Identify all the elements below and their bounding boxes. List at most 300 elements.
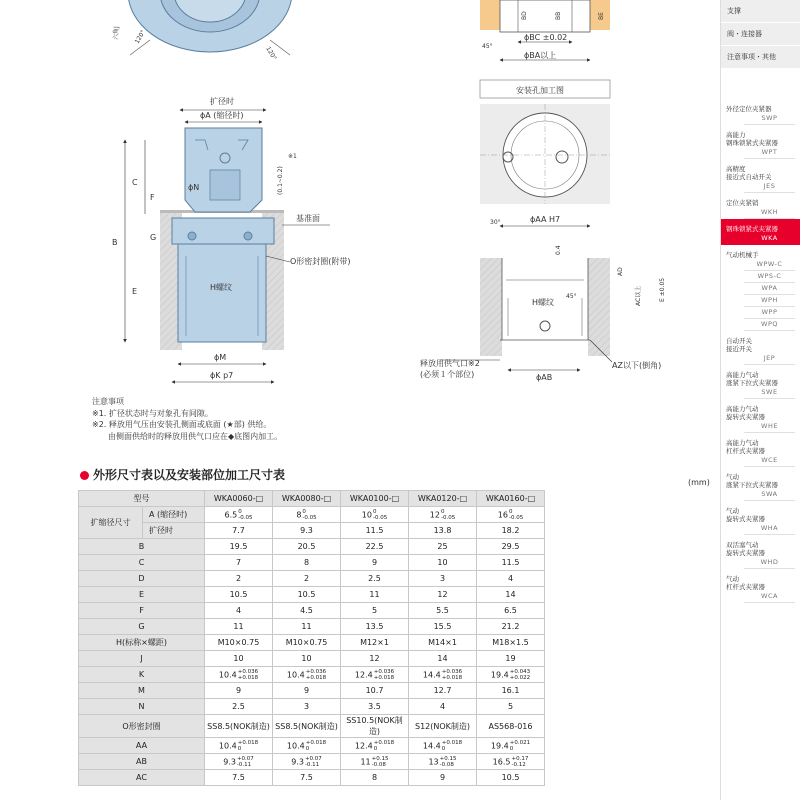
tolerance-upper: +0.018 <box>237 739 259 746</box>
cell-value: 3 <box>303 702 310 711</box>
sidebar-group[interactable] <box>721 331 800 365</box>
tolerance-upper: +0.036 <box>237 668 259 675</box>
table-cell <box>477 507 545 523</box>
table-cell <box>341 603 409 619</box>
note-item: ※1. 扩径状态时与对象孔有间隙。 <box>92 408 213 418</box>
ad-label: AD <box>617 267 624 276</box>
table-cell: 7.7 <box>205 523 273 539</box>
table-cell <box>273 571 341 587</box>
cell-value: 21.2 <box>501 622 520 631</box>
sidebar-code[interactable]: WPP <box>744 307 795 319</box>
mounting-hole-drawing <box>420 80 666 382</box>
sidebar-code[interactable]: WPT <box>744 147 795 159</box>
top-view <box>112 0 292 62</box>
cell-value: 9 <box>371 558 378 567</box>
table-cell <box>341 683 409 699</box>
tolerance-upper: +0.018 <box>441 739 463 746</box>
cell-value: M14×1 <box>428 638 457 647</box>
e005-label: E ±0.05 <box>659 277 666 302</box>
gap-label: (0.1~0.2) <box>277 166 284 195</box>
sidebar-group[interactable] <box>721 467 800 501</box>
sidebar-category: 接近开关 <box>726 345 752 353</box>
sub-label: A (缩径时) <box>143 507 205 523</box>
table-cell <box>477 587 545 603</box>
row-label: D <box>79 571 205 587</box>
table-cell <box>477 571 545 587</box>
angle45b-label: 45° <box>566 293 577 300</box>
angle30-label: 30° <box>490 219 501 226</box>
cell-value: 6.5 <box>504 606 517 615</box>
note-item: ※2. 释放用气压由安装孔侧面或底面 (★部) 供给。 <box>92 420 272 429</box>
mount-thread-label: H螺纹 <box>532 298 555 307</box>
cell-value: 2.5 <box>232 702 245 711</box>
tolerance-upper: +0.036 <box>305 668 327 675</box>
table-row <box>79 539 545 555</box>
phi-n-label: ϕN <box>188 183 200 192</box>
cell-value: 10.4 <box>218 670 237 679</box>
sidebar-top-item[interactable]: 支撑 <box>721 0 800 23</box>
sidebar-category: 钢珠锁紧式夹紧器 <box>726 139 778 147</box>
tolerance-lower: -0.11 <box>236 761 252 768</box>
tolerance-lower: -0.05 <box>440 514 456 521</box>
thread-label: H螺纹 <box>210 283 233 292</box>
row-label: C <box>79 555 205 571</box>
table-cell <box>273 683 341 699</box>
sidebar-group[interactable] <box>721 219 800 245</box>
cell-value: AS568-016 <box>488 721 533 731</box>
tolerance-upper: +0.17 <box>511 755 529 762</box>
table-cell <box>341 635 409 651</box>
tolerance <box>373 509 387 521</box>
row-label: N <box>79 699 205 715</box>
cell-value: 10 <box>301 654 312 663</box>
d04-label: 0.4 <box>555 245 562 255</box>
row-label: E <box>79 587 205 603</box>
table-cell <box>409 635 477 651</box>
cell-value: 5 <box>371 606 378 615</box>
ab-label: ϕAB <box>536 373 553 382</box>
sidebar-category: 高能力气动 <box>726 439 759 447</box>
tolerance-lower: 0 <box>237 745 242 752</box>
table-cell <box>205 699 273 715</box>
cell-value: 6.5 <box>224 510 238 519</box>
c-label: C <box>132 178 138 187</box>
tolerance-lower: 0 <box>509 745 514 752</box>
table-row <box>79 738 545 754</box>
table-row <box>79 754 545 770</box>
sidebar-category: 旋转式夹紧器 <box>726 515 765 523</box>
sidebar-code[interactable]: JEP <box>744 353 795 365</box>
table-cell <box>205 555 273 571</box>
cell-value: 8 <box>303 558 310 567</box>
cell-value: M18×1.5 <box>492 638 529 647</box>
table-cell <box>477 619 545 635</box>
table-row <box>79 715 545 738</box>
table-cell <box>477 603 545 619</box>
header-col: WKA0100-□ <box>341 491 409 507</box>
cell-value: SS8.5(NOK制造) <box>275 721 338 731</box>
tolerance-upper: +0.15 <box>371 755 389 762</box>
sidebar-category: 气动机械手 <box>726 251 759 259</box>
table-row <box>79 571 545 587</box>
table-cell <box>409 754 477 770</box>
bullet-icon <box>80 471 89 480</box>
phi-a-label: ϕA (缩径时) <box>200 111 244 120</box>
tolerance-lower: 0 <box>373 745 378 752</box>
cell-value: 9 <box>235 686 242 695</box>
table-row <box>79 619 545 635</box>
tolerance-lower: +0.018 <box>305 674 327 681</box>
tolerance <box>511 756 528 768</box>
az-label: AZ以下(倒角) <box>612 361 662 370</box>
table-cell <box>341 738 409 754</box>
sidebar-category: 外径定位夹紧器 <box>726 105 772 113</box>
table-cell <box>409 587 477 603</box>
cell-value: 7.5 <box>300 773 313 782</box>
sidebar-code[interactable]: JES <box>744 181 795 193</box>
table-row <box>79 651 545 667</box>
table-cell <box>477 635 545 651</box>
sidebar-code[interactable]: WCA <box>744 591 795 603</box>
cell-value: 19 <box>505 654 516 663</box>
table-cell <box>409 683 477 699</box>
sidebar-category: 旋转式夹紧器 <box>726 413 765 421</box>
cell-value: 10.4 <box>286 670 305 679</box>
sidebar-top-item[interactable]: 阀・连接器 <box>721 23 800 46</box>
sidebar-group[interactable] <box>721 159 800 193</box>
tolerance-upper: +0.15 <box>439 755 457 762</box>
notes-title: 注意事项 <box>92 397 124 406</box>
bc-label: ϕBC ±0.02 <box>524 33 568 42</box>
ac-label: AC以上 <box>635 285 642 306</box>
cell-value: 11 <box>233 622 244 631</box>
row-label: AC <box>79 770 205 786</box>
cell-value: 9 <box>303 686 310 695</box>
row-label: K <box>79 667 205 683</box>
table-cell <box>205 683 273 699</box>
cell-value: 4 <box>507 574 514 583</box>
tolerance-upper: 0 <box>302 508 306 515</box>
table-cell <box>409 738 477 754</box>
cell-value: 10.5 <box>229 590 248 599</box>
sidebar-group[interactable] <box>721 399 800 433</box>
cell-value: 3.5 <box>368 702 381 711</box>
table-cell <box>273 587 341 603</box>
tolerance <box>237 756 254 768</box>
table-cell <box>273 667 341 683</box>
tolerance-upper: 0 <box>508 508 513 515</box>
tolerance-lower: -0.11 <box>304 761 320 768</box>
tolerance-upper: +0.043 <box>509 668 531 675</box>
tolerance <box>302 509 316 521</box>
tolerance-lower: -0.05 <box>372 514 388 521</box>
cell-value: 10 <box>361 510 372 519</box>
cell-value: 2.5 <box>368 574 381 583</box>
sidebar-group[interactable] <box>721 245 800 331</box>
sidebar-group[interactable] <box>721 125 800 159</box>
sidebar-category: 涨紧下拉式夹紧器 <box>726 379 778 387</box>
sidebar-group[interactable] <box>721 365 800 399</box>
sidebar-code[interactable]: WPW-C <box>744 259 795 271</box>
row-label: G <box>79 619 205 635</box>
header-model: 型号 <box>79 491 205 507</box>
g-label: G <box>150 233 157 242</box>
sidebar-code[interactable]: SWA <box>744 489 795 501</box>
table-row <box>79 603 545 619</box>
cell-value: 11 <box>369 590 380 599</box>
sidebar-group[interactable] <box>721 569 800 603</box>
sidebar-category: 自动开关 <box>726 337 752 345</box>
sidebar-code[interactable]: WPH <box>744 295 795 307</box>
sidebar-code[interactable]: WPQ <box>744 319 795 331</box>
cell-value: 16.5 <box>492 757 511 766</box>
table-cell <box>477 651 545 667</box>
cell-value: 10.5 <box>297 590 316 599</box>
table-cell <box>205 619 273 635</box>
cell-value: 9.3 <box>223 757 236 766</box>
table-cell <box>477 715 545 738</box>
table-row <box>79 507 545 523</box>
sidebar-code[interactable]: WKA <box>744 233 795 245</box>
tolerance-upper: +0.018 <box>373 739 395 746</box>
sidebar-category: 高精度 <box>726 165 746 173</box>
tolerance-lower: 0 <box>441 745 446 752</box>
header-col: WKA0160-□ <box>477 491 545 507</box>
table-cell <box>273 770 341 786</box>
cell-value: 19.4 <box>490 741 509 750</box>
sidebar-category: 接近式自动开关 <box>726 173 772 181</box>
sidebar-category: 高能力 <box>726 131 746 139</box>
ba-label: ϕBA以上 <box>524 51 557 60</box>
table-cell <box>273 651 341 667</box>
tolerance-upper: 0 <box>440 508 445 515</box>
detail-view <box>480 0 610 60</box>
cell-value: 15.5 <box>433 622 452 631</box>
section-title: 外形尺寸表以及安装部位加工尺寸表 <box>80 466 285 483</box>
row-label: B <box>79 539 205 555</box>
sidebar-code[interactable]: WPA <box>744 283 795 295</box>
table-row <box>79 699 545 715</box>
tolerance-upper: +0.036 <box>441 668 463 675</box>
table-cell <box>409 715 477 738</box>
sidebar-group[interactable] <box>721 501 800 535</box>
table-cell <box>341 571 409 587</box>
cell-value: 5.5 <box>436 606 449 615</box>
sidebar-category: 高能力气动 <box>726 371 759 379</box>
tolerance <box>238 740 258 752</box>
angle45-label: 45° <box>482 43 493 50</box>
tolerance <box>440 756 457 768</box>
tolerance-upper: +0.036 <box>373 668 395 675</box>
hex-label: 六角J <box>113 26 120 40</box>
table-cell <box>205 603 273 619</box>
group-label: 扩缩径尺寸 <box>79 507 143 539</box>
sidebar-group[interactable] <box>721 99 800 125</box>
cell-value: 9.3 <box>291 757 304 766</box>
table-cell <box>341 754 409 770</box>
table-cell <box>409 507 477 523</box>
table-cell <box>341 770 409 786</box>
phi-m-label: ϕM <box>214 353 227 362</box>
table-cell <box>341 667 409 683</box>
tolerance <box>238 669 258 681</box>
cell-value: 14.4 <box>422 670 441 679</box>
table-row <box>79 587 545 603</box>
row-label: AB <box>79 754 205 770</box>
note1-label: ※1 <box>288 153 297 160</box>
tolerance <box>442 669 462 681</box>
table-cell <box>341 651 409 667</box>
cell-value: 16 <box>497 510 508 519</box>
table-cell <box>205 507 273 523</box>
tolerance <box>374 740 394 752</box>
cell-value: 10.7 <box>365 686 384 695</box>
cell-value: 14 <box>437 654 448 663</box>
header-col: WKA0060-□ <box>205 491 273 507</box>
table-cell: 18.2 <box>477 523 545 539</box>
cell-value: 11 <box>301 622 312 631</box>
mount-title: 安装孔加工图 <box>516 86 564 95</box>
table-cell <box>273 699 341 715</box>
tolerance <box>306 669 326 681</box>
row-label: M <box>79 683 205 699</box>
table-cell <box>205 715 273 738</box>
sidebar-code[interactable]: WHE <box>744 421 795 433</box>
sidebar-group[interactable] <box>721 193 800 219</box>
table-cell <box>273 754 341 770</box>
sidebar-category: 气动 <box>726 507 739 515</box>
cell-value: 10.5 <box>501 773 520 782</box>
sidebar-category: 气动 <box>726 575 739 583</box>
dimension-table <box>78 490 545 786</box>
table-cell <box>409 539 477 555</box>
cell-value: 5 <box>507 702 514 711</box>
table-cell <box>273 715 341 738</box>
cell-value: 14 <box>505 590 516 599</box>
svg-text:120°: 120° <box>264 45 278 62</box>
table-cell <box>205 587 273 603</box>
table-cell: 13.8 <box>409 523 477 539</box>
table-cell: 9.3 <box>273 523 341 539</box>
table-cell <box>341 715 409 738</box>
table-cell <box>409 555 477 571</box>
tolerance-upper: 0 <box>238 508 242 515</box>
table-cell <box>477 667 545 683</box>
row-label: O形密封圈 <box>79 715 205 738</box>
tolerance-lower: -0.05 <box>508 514 524 521</box>
table-cell <box>273 555 341 571</box>
tolerance-lower: -0.05 <box>302 514 317 521</box>
cell-value: 16.1 <box>501 686 520 695</box>
cell-value: M10×0.75 <box>217 638 260 647</box>
table-row <box>79 667 545 683</box>
sidebar-code[interactable]: WHD <box>744 557 795 569</box>
cell-value: 4 <box>235 606 242 615</box>
tolerance-upper: +0.018 <box>305 739 327 746</box>
cell-value: 3 <box>439 574 446 583</box>
cell-value: M12×1 <box>360 638 389 647</box>
phi-k-label: ϕK p7 <box>210 371 234 380</box>
tolerance <box>510 669 530 681</box>
cell-value: M10×0.75 <box>285 638 328 647</box>
cell-value: S12(NOK制造) <box>414 721 471 731</box>
cell-value: 7 <box>235 558 242 567</box>
bb-label: BB <box>555 11 562 20</box>
row-label: J <box>79 651 205 667</box>
b-label: B <box>112 238 118 247</box>
sidebar-group[interactable] <box>721 433 800 467</box>
table-cell <box>205 571 273 587</box>
sidebar-group[interactable] <box>721 535 800 569</box>
tolerance-lower: 0 <box>305 745 310 752</box>
tolerance-lower: -0.05 <box>238 514 253 521</box>
cell-value: 12 <box>369 654 380 663</box>
cell-value: 4.5 <box>300 606 313 615</box>
cell-value: 12 <box>437 590 448 599</box>
table-cell <box>273 507 341 523</box>
table-cell <box>273 539 341 555</box>
table-cell <box>409 667 477 683</box>
tolerance-lower: +0.018 <box>373 674 395 681</box>
cell-value: 9 <box>439 773 446 782</box>
table-cell <box>341 555 409 571</box>
e-label: E <box>132 287 138 296</box>
svg-text:120°: 120° <box>133 28 147 45</box>
be-label: BE <box>598 12 605 20</box>
table-cell <box>409 699 477 715</box>
cell-value: 10 <box>437 558 448 567</box>
tolerance <box>372 756 389 768</box>
oring-label: O形密封圈(附带) <box>290 257 351 266</box>
sidebar-code[interactable]: SWP <box>744 113 795 125</box>
cell-value: 19.4 <box>490 670 509 679</box>
table-row <box>79 523 545 539</box>
table-row <box>79 635 545 651</box>
table-cell <box>477 683 545 699</box>
cell-value: 10.4 <box>218 741 237 750</box>
cell-value: SS10.5(NOK制造) <box>346 716 403 736</box>
cell-value: 20.5 <box>297 542 316 551</box>
bd-label: BD <box>521 11 528 20</box>
tolerance-lower: -0.08 <box>371 761 386 768</box>
tolerance-lower: +0.018 <box>237 674 259 681</box>
sidebar-code[interactable]: WKH <box>744 207 795 219</box>
cell-value: 10.4 <box>286 741 305 750</box>
cell-value: 13.5 <box>365 622 384 631</box>
cell-value: 2 <box>303 574 310 583</box>
sidebar-code[interactable]: WPS-C <box>744 271 795 283</box>
sidebar-code[interactable]: SWE <box>744 387 795 399</box>
sidebar-code[interactable]: WHA <box>744 523 795 535</box>
sidebar-top-item[interactable]: 注意事项・其他 <box>721 46 800 69</box>
table-cell <box>409 619 477 635</box>
unit-label: (mm) <box>688 478 710 487</box>
release2-label: (必须１个部位) <box>420 370 475 379</box>
cell-value: 2 <box>235 574 242 583</box>
table-cell <box>477 699 545 715</box>
sidebar-category: 高能力气动 <box>726 405 759 413</box>
row-label: H(标称×螺距) <box>79 635 205 651</box>
cell-value: 22.5 <box>365 542 384 551</box>
table-cell <box>273 603 341 619</box>
table-cell <box>205 770 273 786</box>
sidebar-code[interactable]: WCE <box>744 455 795 467</box>
table-row <box>79 770 545 786</box>
table-cell <box>477 770 545 786</box>
table-cell <box>341 507 409 523</box>
release-label: 释放用供气口※2 <box>420 359 480 368</box>
table-cell <box>409 571 477 587</box>
